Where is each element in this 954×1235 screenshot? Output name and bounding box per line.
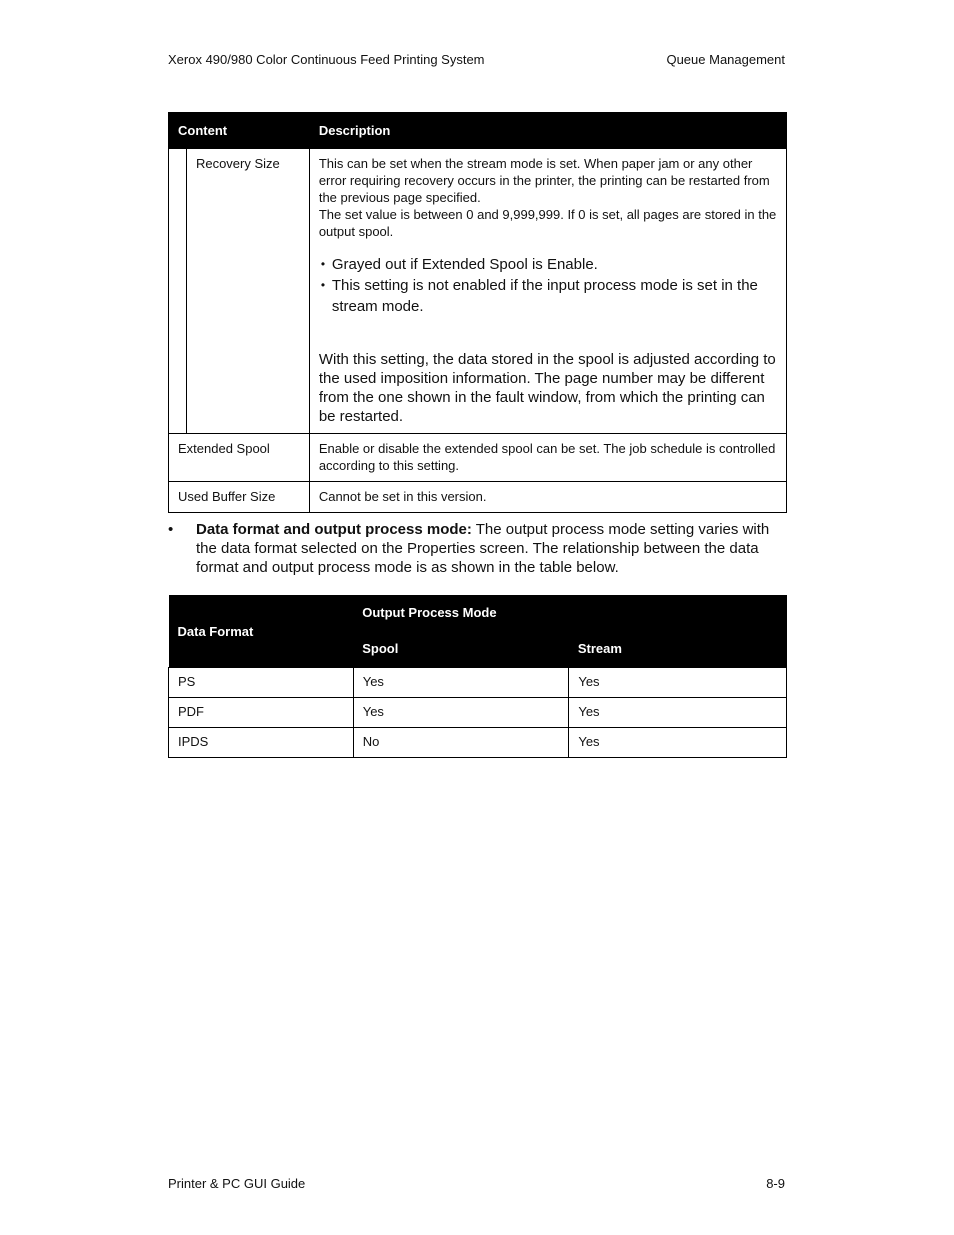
page-number: 8-9 — [766, 1176, 785, 1191]
bullet-text — [196, 520, 787, 577]
bullet-icon: • — [168, 521, 174, 538]
column-header-stream: Stream — [569, 629, 787, 668]
running-header-section: Queue Management — [666, 52, 785, 67]
note-item: • This setting is not enabled if the input process mode is set in the stream mode. — [319, 275, 777, 317]
table-row — [169, 668, 787, 698]
bullet-body: The output process mode setting varies with the data format selected on the Properties screen. The relationship between the data format and output process mode is as shown in the table below. — [196, 521, 770, 576]
format-table — [168, 595, 787, 758]
column-header-description: Description — [309, 113, 786, 149]
cell-stream: Yes — [569, 728, 787, 758]
column-header-format: Data Format — [169, 595, 354, 668]
cell-spool: No — [353, 728, 569, 758]
row-label: Recovery Size — [186, 149, 309, 434]
table-row — [169, 434, 787, 482]
description-text: This can be set when the stream mode is set. When paper jam or any other error requiring recovery occurs in the printer, the printing can be restarted from the previous page specified. — [318, 156, 770, 205]
row-label: Used Buffer Size — [169, 482, 310, 513]
table-row — [169, 698, 787, 728]
cell-format: PDF — [169, 698, 354, 728]
table-row — [169, 482, 787, 513]
column-header-content: Content — [169, 113, 310, 149]
running-header-title: Xerox 490/980 Color Continuous Feed Printing System — [168, 52, 485, 67]
table-row — [169, 728, 787, 758]
cell-format: IPDS — [169, 728, 354, 758]
footer-guide-title: Printer & PC GUI Guide — [168, 1176, 306, 1191]
table-row — [169, 149, 787, 434]
column-header-group: Output Process Mode — [353, 595, 786, 629]
row-description: Enable or disable the extended spool can be set. The job schedule is controlled according to this setting. — [309, 434, 786, 482]
row-label: Extended Spool — [169, 434, 310, 482]
bullet-lead: Data format and output process mode: — [196, 521, 472, 538]
cell-spool: Yes — [353, 698, 569, 728]
settings-table-header — [169, 113, 787, 149]
settings-table — [168, 112, 787, 513]
note-item: • Grayed out if Extended Spool is Enable. — [319, 254, 777, 275]
indent-cell — [169, 149, 187, 434]
cell-spool: Yes — [353, 668, 569, 698]
description-extra: With this setting, the data stored in the spool is adjusted according to the used imposition information. The page number may be different from the one shown in the fault window, from which the printing can be restarted. — [318, 351, 776, 425]
row-description: Cannot be set in this version. — [309, 482, 786, 513]
cell-format: PS — [169, 668, 354, 698]
row-description — [309, 149, 786, 434]
cell-stream: Yes — [569, 668, 787, 698]
note-list — [319, 254, 777, 317]
cell-stream: Yes — [569, 698, 787, 728]
description-text: The set value is between 0 and 9,999,999. If 0 is set, all pages are stored in the output spool. — [318, 207, 777, 239]
format-table-header — [169, 595, 787, 629]
column-header-spool: Spool — [353, 629, 569, 668]
bullet-paragraph — [168, 520, 787, 577]
